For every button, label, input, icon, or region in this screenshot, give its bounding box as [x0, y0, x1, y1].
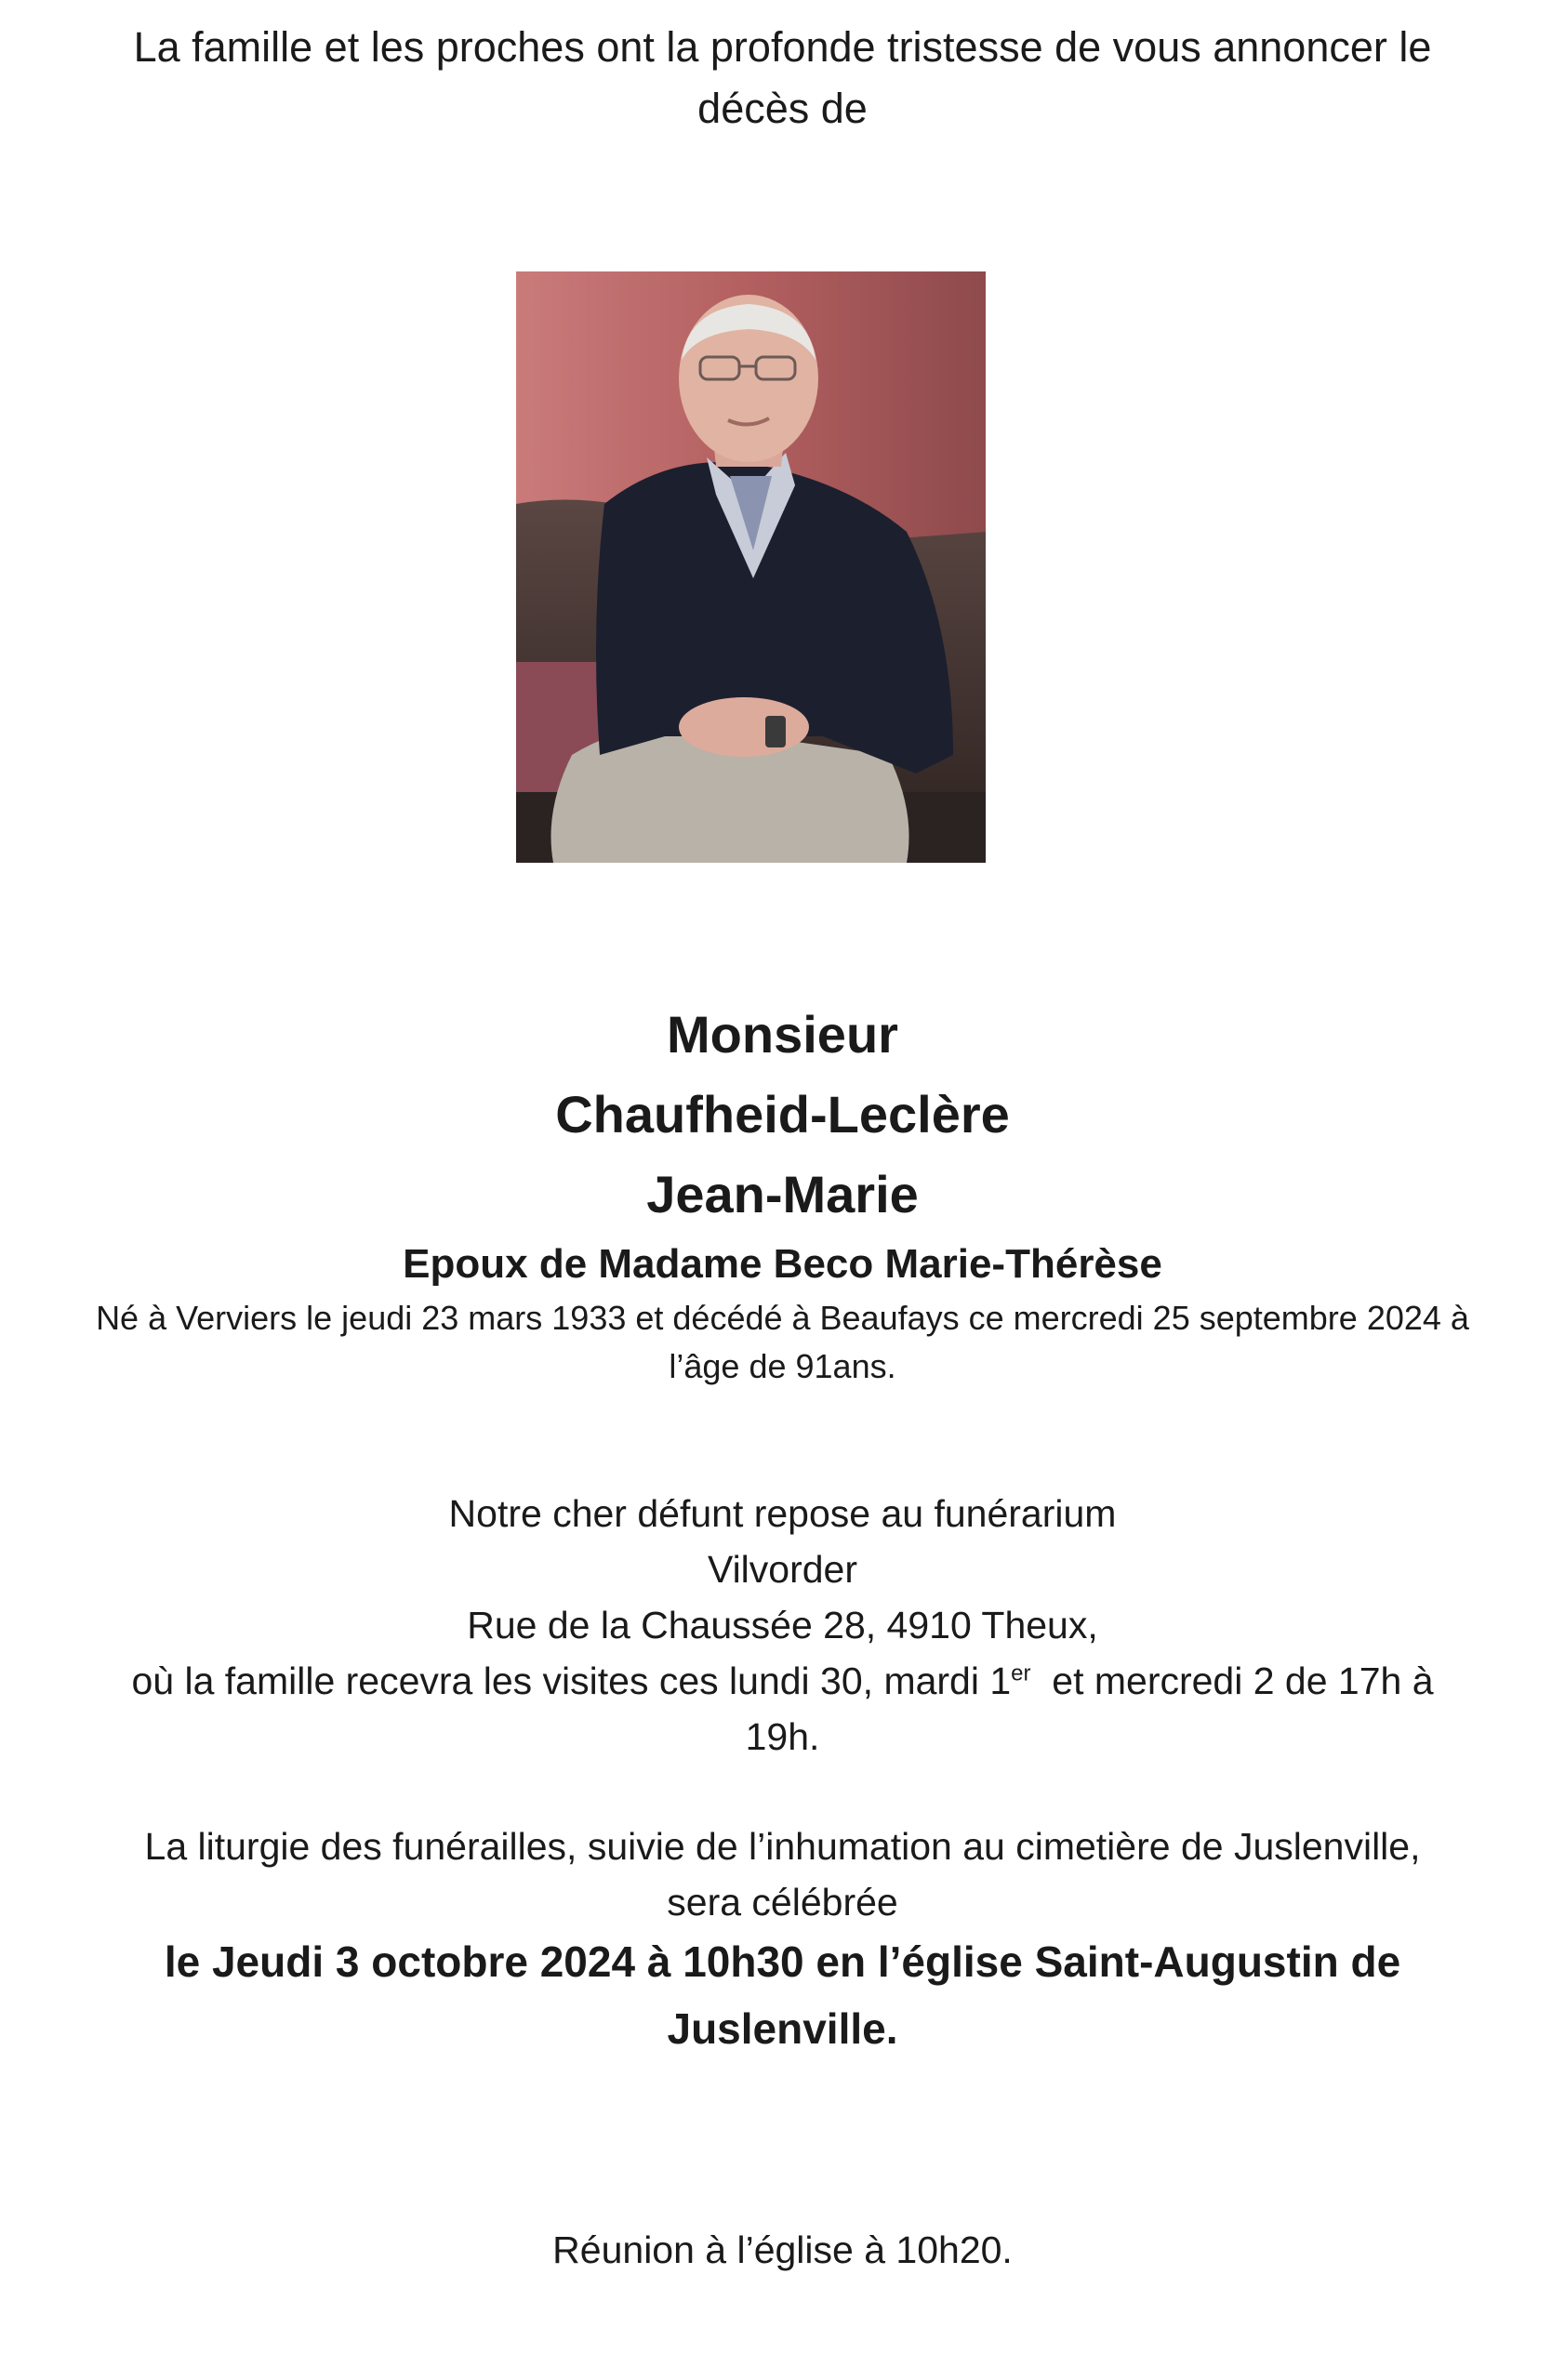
portrait-photo	[516, 271, 986, 863]
announcement-line-1: La famille et les proches ont la profonde tristesse de vous annoncer le	[133, 23, 1432, 71]
liturgy-info	[37, 1818, 1528, 1930]
liturgy-line-2: sera célébrée	[667, 1881, 898, 1924]
birth-death-info	[37, 1294, 1528, 1391]
deceased-surname: Chaufheid-Leclère	[555, 1085, 1010, 1144]
visitation-line-2: Vilvorder	[707, 1548, 858, 1591]
birth-death-line-1: Né à Verviers le jeudi 23 mars 1933 et décédé à Beaufays ce mercredi 25 septembre 2024 à	[96, 1299, 1469, 1337]
liturgy-line-1: La liturgie des funérailles, suivie de l’inhumation au cimetière de Juslenville,	[144, 1825, 1421, 1868]
visitation-line-4-sup: er	[1011, 1660, 1031, 1686]
birth-death-line-2: l’âge de 91ans.	[669, 1347, 896, 1385]
visitation-line-4	[37, 1653, 1528, 1709]
deceased-name	[0, 995, 1565, 1235]
ceremony-line-1: le Jeudi 3 octobre 2024 à 10h30 en l’église Saint-Augustin de	[164, 1937, 1401, 1986]
visitation-line-5: 19h.	[745, 1715, 820, 1758]
meeting-info: Réunion à l’église à 10h20.	[552, 2228, 1013, 2271]
spouse-line: Epoux de Madame Beco Marie-Thérèse	[403, 1241, 1162, 1287]
visitation-info	[37, 1486, 1528, 1765]
visitation-line-3: Rue de la Chaussée 28, 4910 Theux,	[467, 1604, 1098, 1646]
deceased-firstname: Jean-Marie	[646, 1165, 919, 1223]
portrait-photo-icon	[516, 271, 986, 863]
announcement	[0, 17, 1565, 139]
visitation-line-4-a: où la famille recevra les visites ces lundi 30, mardi 1	[131, 1659, 1012, 1702]
announcement-line-2: décès de	[697, 85, 868, 132]
visitation-line-4-b: et mercredi 2 de 17h à	[1030, 1659, 1434, 1702]
ceremony-line-2: Juslenville.	[667, 2004, 898, 2053]
deceased-title: Monsieur	[667, 1005, 898, 1064]
visitation-line-1: Notre cher défunt repose au funérarium	[448, 1492, 1117, 1535]
ceremony-details	[74, 1928, 1491, 2062]
